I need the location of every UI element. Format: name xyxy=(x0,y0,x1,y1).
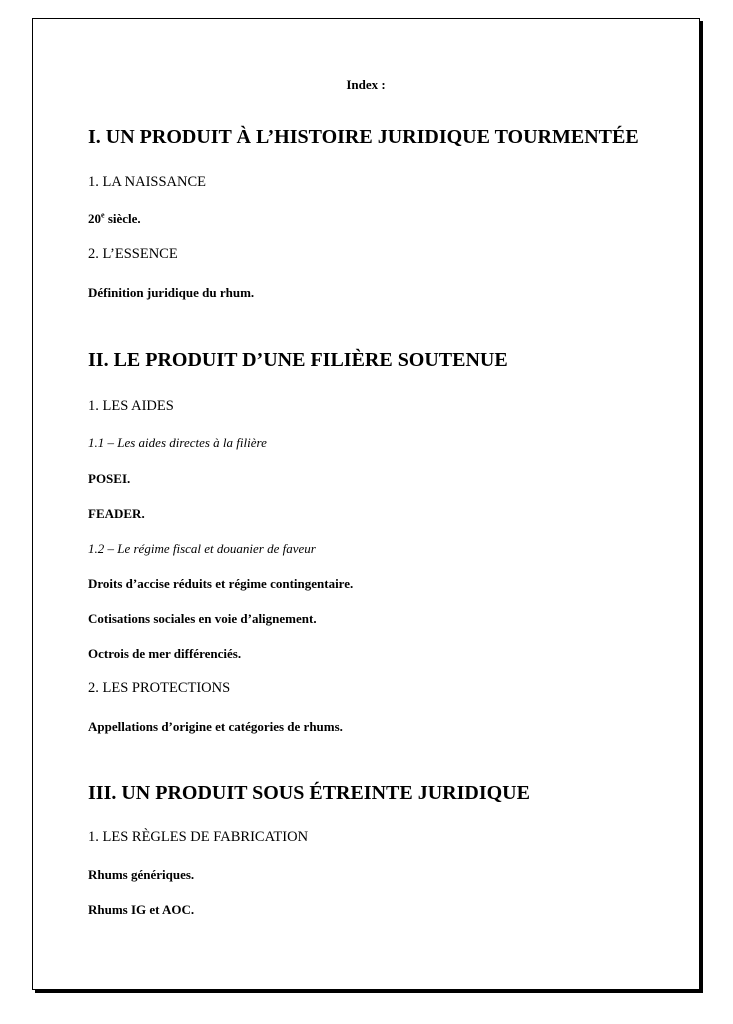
subsection-heading: 2. LES PROTECTIONS xyxy=(88,680,231,696)
document-page xyxy=(32,18,700,990)
subsection-heading: 1. LES AIDES xyxy=(88,398,174,414)
section-heading-3: III. UN PRODUIT SOUS ÉTREINTE JURIDIQUE xyxy=(88,782,530,804)
index-entry: Cotisations sociales en voie d’alignement. xyxy=(88,611,317,626)
subsection-heading: 1. LES RÈGLES DE FABRICATION xyxy=(88,829,309,845)
index-entry: Rhums IG et AOC. xyxy=(88,902,195,917)
index-title: Index : xyxy=(346,77,386,92)
index-entry: Rhums génériques. xyxy=(88,867,195,882)
index-entry: POSEI. xyxy=(88,471,131,486)
index-entry: Définition juridique du rhum. xyxy=(88,285,255,300)
index-entry: Octrois de mer différenciés. xyxy=(88,646,242,661)
index-entry xyxy=(88,211,679,227)
index-entry: Appellations d’origine et catégories de rhums. xyxy=(88,719,343,734)
subsection-heading: 2. L’ESSENCE xyxy=(88,246,178,262)
index-entry: FEADER. xyxy=(88,506,145,521)
section-heading-1: I. UN PRODUIT À L’HISTOIRE JURIDIQUE TOURMENTÉE xyxy=(88,126,639,148)
century-number: 20 xyxy=(88,211,101,226)
index-entry: Droits d’accise réduits et régime contingentaire. xyxy=(88,576,354,591)
sub-subsection-heading: 1.1 – Les aides directes à la filière xyxy=(88,435,267,450)
century-superscript: e xyxy=(101,210,105,220)
century-text: siècle. xyxy=(104,211,141,226)
sub-subsection-heading: 1.2 – Le régime fiscal et douanier de faveur xyxy=(88,541,316,556)
subsection-heading: 1. LA NAISSANCE xyxy=(88,174,207,190)
section-heading-2: II. LE PRODUIT D’UNE FILIÈRE SOUTENUE xyxy=(88,349,508,371)
